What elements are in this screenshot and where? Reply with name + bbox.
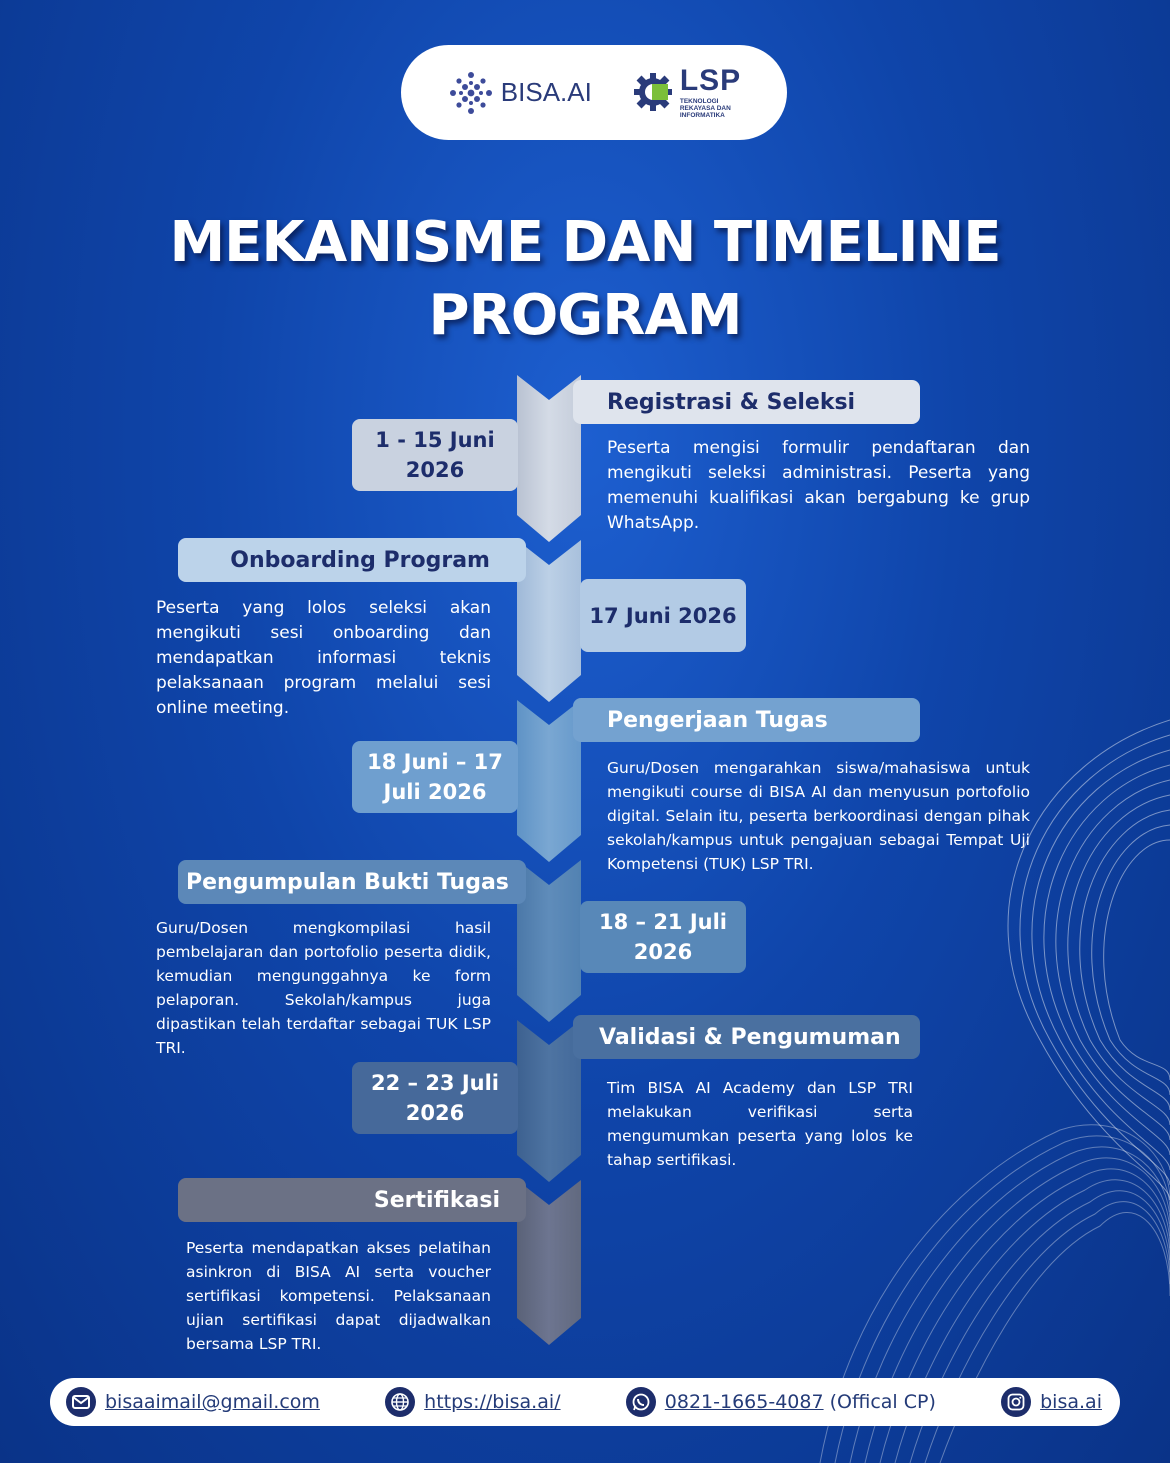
step-4-description: Guru/Dosen mengkompilasi hasil pembelajaran dan portofolio peserta didik, kemudian mengunggahnya ke form pelaporan. Sekolah/kampus juga dipastikan telah terdaftar sebagai TUK LSP TRI. [156,919,491,1057]
step-4-title-text: Pengumpulan Bukti Tugas [186,869,509,895]
footer-website [385,1387,560,1417]
step-1-description: Peserta mengisi formulir pendaftaran dan mengikuti seleksi administrasi. Peserta yang memenuhi kualifikasi akan bergabung ke grup WhatsApp. [607,438,1030,533]
step-2-description: Peserta yang lolos seleksi akan mengikuti sesi onboarding dan mendapatkan informasi teknis pelaksanaan program melalui sesi online meeting. [156,598,491,718]
step-2-date [580,579,746,652]
phone-note: (Offical CP) [829,1391,936,1413]
step-2-title-text: Onboarding Program [230,547,490,573]
logo-header [401,45,787,140]
page-title-line2: PROGRAM [428,283,742,348]
timeline-segment-1 [517,375,581,542]
step-5-title-text: Validasi & Pengumuman [599,1024,901,1050]
email-link[interactable]: bisaaimail@gmail.com [105,1391,320,1413]
step-3-date-line1: 18 Juni – 17 [367,750,503,774]
lsp-subtitle: TEKNOLOGI REKAYASA DAN INFORMATIKA [679,97,731,120]
step-3-title [573,698,920,742]
instagram-icon [1001,1387,1031,1417]
step-6-description: Peserta mendapatkan akses pelatihan asinkron di BISA AI serta voucher sertifikasi kompetensi. Pelaksanaan ujian sertifikasi dapat dijadwalkan bersama LSP TRI. [186,1239,491,1353]
lsp-wordmark: LSP [679,63,742,97]
timeline-segment-5 [517,1020,581,1182]
step-1-date-line1: 1 - 15 Juni [375,428,495,452]
lsp-logo [632,63,742,120]
step-3-date-line2: Juli 2026 [383,780,487,804]
phone-link[interactable]: 0821-1665-4087 [664,1391,824,1413]
step-2-date-text: 17 Juni 2026 [589,603,737,628]
step-4-date [580,901,746,973]
step-5-date-line2: 2026 [405,1101,465,1125]
step-3-description: Guru/Dosen mengarahkan siswa/mahasiswa untuk mengikuti course di BISA AI dan menyusun portofolio digital. Selain itu, peserta berkoordinasi dengan pihak sekolah/kampus untuk pengajuan sebagai Tempat Uji Kompetensi (TUK) LSP TRI. [607,759,1030,873]
footer-phone [626,1387,936,1417]
email-icon [66,1387,96,1417]
step-1-title [573,380,920,424]
bisa-ai-mark-icon [447,69,495,117]
step-5-date-line1: 22 – 23 Juli [370,1071,500,1095]
bisa-ai-logo [447,69,592,117]
step-1-date [352,419,518,491]
step-6-title [178,1178,526,1222]
timeline-segment-3 [517,700,581,862]
gear-icon [632,71,674,113]
page-title-line1: MEKANISME DAN TIMELINE [169,210,1001,275]
step-6-title-text: Sertifikasi [373,1187,500,1213]
step-5-title [573,1015,920,1059]
contact-footer [50,1378,1120,1426]
timeline-segment-2 [517,540,581,702]
footer-instagram [1001,1387,1102,1417]
step-5-description: Tim BISA AI Academy dan LSP TRI melakukan verifikasi serta mengumumkan peserta yang lolos ke tahap sertifikasi. [607,1079,913,1169]
instagram-link[interactable]: bisa.ai [1040,1391,1102,1413]
footer-email [66,1387,320,1417]
step-4-date-line2: 2026 [633,940,693,964]
step-3-date [352,741,518,813]
bisa-ai-wordmark: BISA.AI [500,77,592,107]
step-4-title [178,860,526,904]
step-1-date-line2: 2026 [405,458,465,482]
timeline-segment-4 [517,860,581,1022]
whatsapp-icon [626,1387,656,1417]
timeline-segment-6 [517,1180,581,1345]
step-1-title-text: Registrasi & Seleksi [607,389,856,415]
step-3-title-text: Pengerjaan Tugas [607,707,828,733]
website-link[interactable]: https://bisa.ai/ [424,1391,561,1413]
step-5-date [352,1062,518,1134]
step-2-title [178,538,526,582]
step-4-date-line1: 18 – 21 Juli [598,910,728,934]
globe-icon [385,1387,415,1417]
